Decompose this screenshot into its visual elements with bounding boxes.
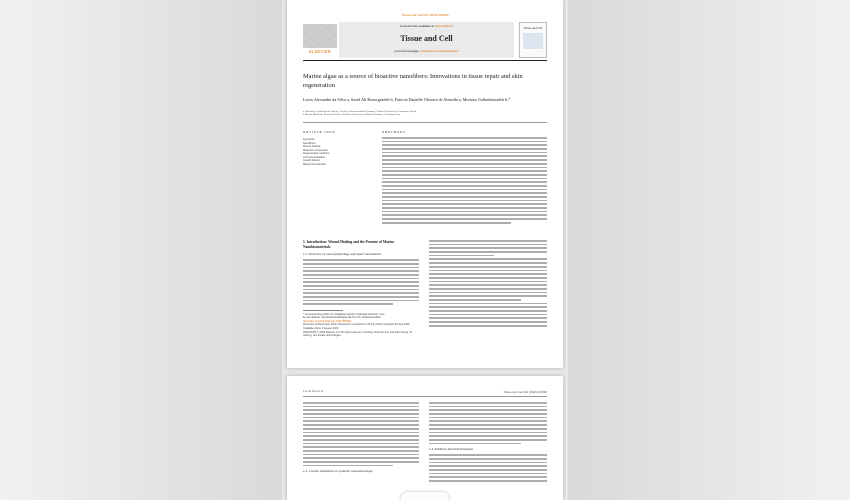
journal-header <box>303 22 547 58</box>
issn-copyright: 0040-8166/ © 2020 Elsevier Ltd. All rights reserved, including those for text and data mining, AI training, and similar technologies. <box>303 330 412 338</box>
text-line <box>303 465 393 467</box>
text-line <box>429 473 547 475</box>
text-line <box>429 435 547 437</box>
text-line <box>429 295 547 297</box>
text-line <box>429 424 547 426</box>
text-line <box>382 159 547 161</box>
text-line <box>382 207 547 209</box>
text-line <box>429 303 547 305</box>
text-line <box>429 292 547 294</box>
text-line <box>303 303 393 305</box>
affiliation-a: a Laboratory of Biological Activity, Faculty of Pharmaceutical Sciences, Federal University of Amazonas, Brazil <box>303 110 417 113</box>
keyword-item: Immunomodulation <box>303 155 326 159</box>
info-rule <box>303 122 547 123</box>
affiliations <box>303 110 543 117</box>
text-line <box>303 413 419 415</box>
available-online: Available online 2 August 2020 <box>303 326 339 330</box>
text-line <box>429 476 547 478</box>
journal-homepage <box>339 49 514 53</box>
text-line <box>303 443 419 445</box>
text-line <box>303 417 419 419</box>
text-line <box>429 262 547 264</box>
text-line <box>429 281 547 283</box>
text-line <box>303 428 419 430</box>
text-line <box>429 244 547 246</box>
journal-title: Tissue and Cell <box>400 34 453 43</box>
body-column-left <box>303 240 419 307</box>
text-line <box>303 263 419 265</box>
text-line <box>382 181 547 183</box>
text-line <box>429 299 521 301</box>
elsevier-tree-icon <box>303 24 337 48</box>
page2-header-rule <box>303 396 547 397</box>
keywords-label: Keywords: <box>303 138 316 141</box>
footnote-rule <box>303 310 343 311</box>
text-line <box>303 432 419 434</box>
affiliation-b: b Marine Medicines Research Center, Chabahar University of Medical Sciences, Chabahar, Iran <box>303 113 400 117</box>
text-line <box>429 247 547 249</box>
text-line <box>303 424 419 426</box>
header-rule <box>303 60 547 61</box>
text-line <box>303 454 419 456</box>
text-line <box>429 454 547 456</box>
text-line <box>382 211 547 213</box>
text-line <box>382 152 547 154</box>
page-navigation-pill[interactable] <box>401 492 449 500</box>
text-line <box>429 266 547 268</box>
document-page-1 <box>287 0 563 368</box>
journal-cover-thumbnail <box>519 22 547 58</box>
keyword-item: Wound healing <box>303 145 321 148</box>
text-line <box>429 277 547 279</box>
text-line <box>429 288 547 290</box>
text-line <box>303 420 419 422</box>
text-line <box>382 148 547 150</box>
text-line <box>382 196 547 198</box>
keyword-item: Marine biomaterials <box>303 162 326 166</box>
text-line <box>429 443 521 445</box>
keyword-item: Regenerative medicine <box>303 152 330 155</box>
text-line <box>303 409 419 411</box>
text-line <box>429 317 547 319</box>
running-head-right: Tissue and Cell 104 (2020) 000000 <box>503 390 547 394</box>
text-line <box>429 462 547 464</box>
text-line <box>303 274 419 276</box>
text-line <box>429 258 547 260</box>
text-line <box>303 270 419 272</box>
text-line <box>429 417 547 419</box>
text-line <box>382 163 547 165</box>
text-line <box>429 251 547 253</box>
subsection-heading: 1.2. Current limitations in synthetic wound dressings <box>303 469 373 474</box>
text-line <box>303 281 419 283</box>
text-line <box>382 178 547 180</box>
text-line <box>382 214 547 216</box>
text-line <box>429 325 547 327</box>
text-line <box>429 439 547 441</box>
text-line <box>303 296 419 298</box>
received-dates: Received 13 December 2019; Received in revised form 29 July 2020; Accepted 29 July 2020 <box>303 323 410 327</box>
text-line <box>303 457 419 459</box>
page2-column-left <box>303 402 419 476</box>
text-line <box>303 446 419 448</box>
article-authors: Lucas Alexandre da Silva a, Saeid Ali Bozorgzadeh b, Patricia Danielle Oliveira de Almeida a, Morteza Golbashirzadeh b,* <box>303 97 511 102</box>
text-line <box>429 306 547 308</box>
text-line <box>429 270 547 272</box>
text-line <box>303 461 419 463</box>
text-line <box>429 480 547 482</box>
text-line <box>429 458 547 460</box>
section-heading: 1. Introduction: Wound Healing and the Promise of Marine Nanobiomaterials <box>303 240 395 249</box>
text-line <box>303 259 419 261</box>
page2-column-right <box>429 402 547 484</box>
available-prefix: Contents lists available at <box>399 24 435 28</box>
text-line <box>382 155 547 157</box>
text-line <box>303 278 419 280</box>
text-line <box>429 420 547 422</box>
keywords-list <box>303 138 375 166</box>
text-line <box>429 321 547 323</box>
text-line <box>382 174 547 176</box>
abstract-body <box>382 137 547 231</box>
abstract-heading: ABSTRACT <box>382 130 407 134</box>
text-line <box>382 218 547 220</box>
text-line <box>303 439 419 441</box>
publisher-name: ELSEVIER <box>308 49 332 54</box>
text-line <box>382 137 547 139</box>
publisher-logo <box>303 24 337 56</box>
text-line <box>429 240 547 242</box>
viewer-backdrop-left <box>0 0 282 500</box>
text-line <box>303 289 419 291</box>
text-line <box>382 222 511 224</box>
subsection-heading: 1.4. Evidence-based development <box>429 447 474 452</box>
text-line <box>429 432 547 434</box>
contents-available <box>339 24 514 28</box>
keyword-item: Growth factors <box>303 159 320 162</box>
text-line <box>382 170 547 172</box>
journal-citation-top[interactable]: Tissue and Cell 104 (2020) 000000 <box>401 13 449 17</box>
text-line <box>429 428 547 430</box>
text-line <box>303 402 419 404</box>
homepage-prefix: journal homepage: <box>394 49 421 53</box>
text-line <box>382 189 547 191</box>
text-line <box>303 406 419 408</box>
cover-title: Tissue and Cell <box>523 26 543 30</box>
text-line <box>429 314 547 316</box>
text-line <box>382 144 547 146</box>
homepage-link[interactable]: www.elsevier.com/locate/tice <box>420 49 459 53</box>
text-line <box>429 273 547 275</box>
doi-link[interactable]: https://doi.org/10.1016/j.tice.2020.000000 <box>303 319 351 323</box>
body-text <box>303 259 419 305</box>
viewer-backdrop-right <box>568 0 850 500</box>
text-line <box>382 185 547 187</box>
text-line <box>429 310 547 312</box>
journal-banner <box>339 22 514 58</box>
text-line <box>303 285 419 287</box>
sciencedirect-link[interactable]: ScienceDirect <box>434 24 454 28</box>
running-head-left: L.A. da Silva et al. <box>303 390 324 393</box>
body-column-right <box>429 240 547 329</box>
text-line <box>303 292 419 294</box>
text-line <box>429 406 547 408</box>
text-line <box>429 409 547 411</box>
text-line <box>429 469 547 471</box>
keyword-item: Nanofibers <box>303 141 316 145</box>
text-line <box>303 300 419 302</box>
corresponding-author: * Corresponding author at: Chabahar Faculty of Medical Sciences, Iran. <box>303 312 386 316</box>
text-line <box>382 192 547 194</box>
author-email: E-mail address: M.golbashirzadeh@gmail.com (M. Golbashirzadeh). <box>303 316 382 320</box>
subsection-heading: 1.1. Overview of wound physiology and repair mechanisms <box>303 252 382 257</box>
text-line <box>382 200 547 202</box>
text-line <box>303 435 419 437</box>
cover-image <box>523 33 543 49</box>
document-page-2 <box>287 376 563 500</box>
article-info-heading: ARTICLE INFO <box>303 130 336 134</box>
text-line <box>303 267 419 269</box>
text-line <box>429 255 494 257</box>
footnotes <box>303 310 419 338</box>
text-line <box>429 465 547 467</box>
text-line <box>382 141 547 143</box>
text-line <box>382 203 547 205</box>
text-line <box>429 284 547 286</box>
text-line <box>382 167 547 169</box>
text-line <box>429 402 547 404</box>
text-line <box>429 413 547 415</box>
article-title: Marine algae as a source of bioactive nanofibers: Innovations in tissue repair and skin regeneration <box>303 73 523 89</box>
keyword-item: Bioactive compounds <box>303 148 328 152</box>
text-line <box>303 450 419 452</box>
